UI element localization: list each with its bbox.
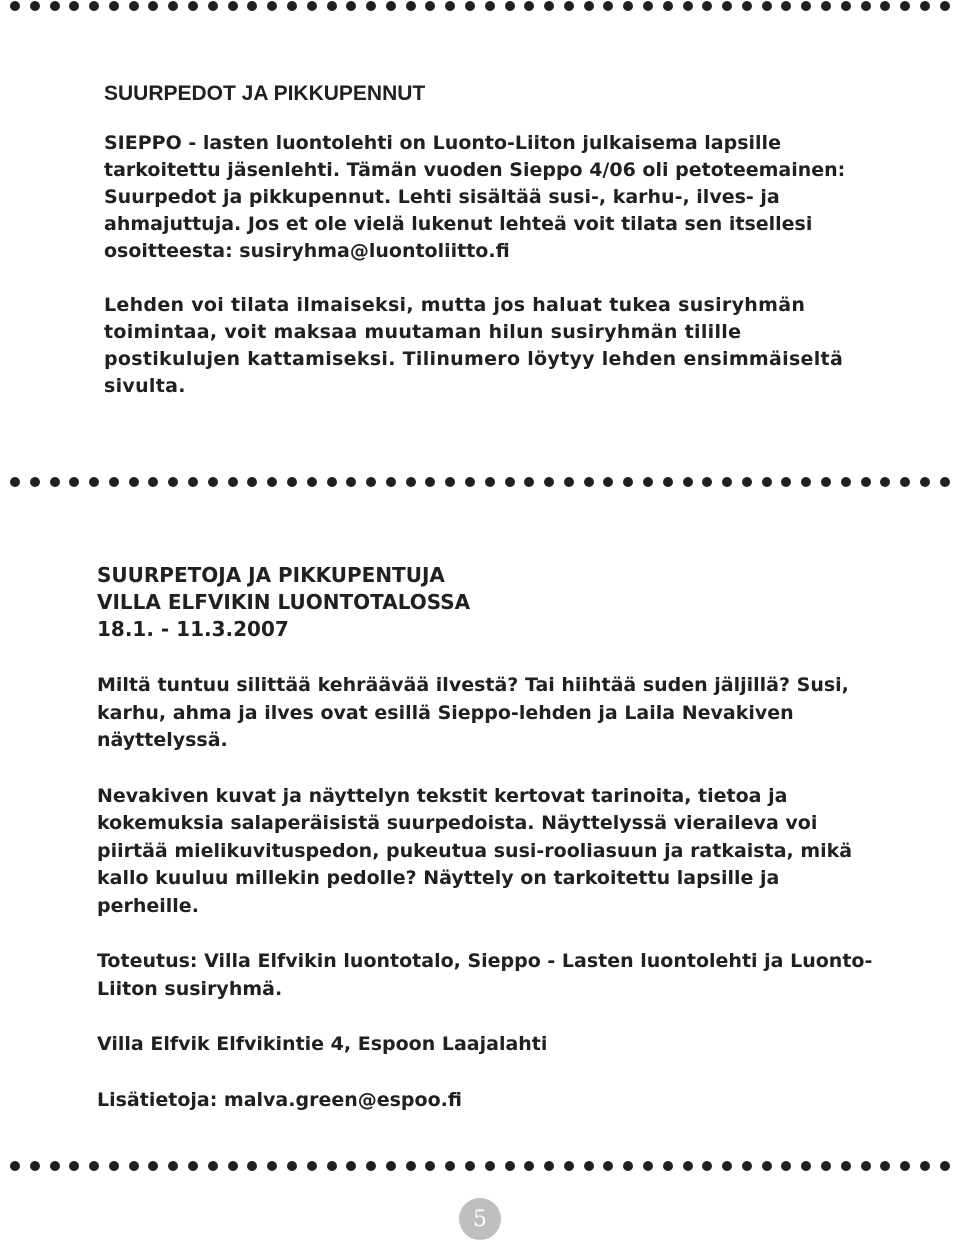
divider-dot [623, 477, 633, 487]
divider-dot [109, 477, 119, 487]
divider-dot [425, 1, 435, 11]
divider-dot [10, 477, 20, 487]
divider-dot [129, 1, 139, 11]
divider-dot [821, 1, 831, 11]
divider-dot [89, 477, 99, 487]
divider-dot [841, 477, 851, 487]
paragraph-contact: Lisätietoja: malva.green@espoo.fi [97, 1088, 462, 1111]
divider-dot [663, 1, 673, 11]
divider-dot [406, 1, 416, 11]
paragraph-exhibition-intro: Miltä tuntuu silittää kehräävää ilvestä? Tai hiihtää suden jäljillä? Susi, karhu, ahma ja ilves ovat esillä Sieppo-lehden ja Laila Nevakiven näyttelyssä. [97, 674, 849, 751]
divider-dot [445, 1, 455, 11]
divider-dot [505, 477, 515, 487]
divider-dot [386, 477, 396, 487]
divider-dot [841, 1161, 851, 1171]
divider-dot [109, 1, 119, 11]
divider-dot [900, 1161, 910, 1171]
divider-dot [524, 477, 534, 487]
divider-dot [940, 1161, 950, 1171]
divider-dot [485, 477, 495, 487]
divider-dot [762, 477, 772, 487]
divider-dot [129, 1161, 139, 1171]
divider-dot [30, 1161, 40, 1171]
divider-dot [69, 477, 79, 487]
divider-dot [267, 1, 277, 11]
divider-dot [129, 477, 139, 487]
paragraph-organizers: Toteutus: Villa Elfvikin luontotalo, Sieppo - Lasten luontolehti ja Luonto-Liiton susiryhmä. [97, 950, 873, 1000]
divider-dot [861, 1161, 871, 1171]
divider-dot [366, 1, 376, 11]
divider-dot [228, 1161, 238, 1171]
divider-dot [465, 1161, 475, 1171]
divider-dot [940, 477, 950, 487]
divider-dot [50, 477, 60, 487]
divider-dot [781, 477, 791, 487]
divider-dot [168, 1161, 178, 1171]
divider-dot [564, 477, 574, 487]
divider-dot [188, 1, 198, 11]
divider-dot [406, 477, 416, 487]
divider-dot [762, 1, 772, 11]
divider-dot [386, 1, 396, 11]
divider-dot [544, 1, 554, 11]
divider-dot [544, 477, 554, 487]
divider-dot [69, 1161, 79, 1171]
divider-dot [623, 1161, 633, 1171]
divider-dot [168, 477, 178, 487]
divider-dot [307, 477, 317, 487]
divider-dot [920, 1, 930, 11]
divider-dot [722, 1, 732, 11]
divider-dot [247, 1161, 257, 1171]
divider-dot [10, 1161, 20, 1171]
divider-dot [524, 1, 534, 11]
divider-dot [445, 1161, 455, 1171]
divider-dot [584, 477, 594, 487]
divider-dot [623, 1, 633, 11]
divider-dot [603, 1, 613, 11]
divider-dot [702, 477, 712, 487]
dot-divider-top [10, 0, 950, 12]
divider-dot [188, 477, 198, 487]
divider-dot [564, 1161, 574, 1171]
exhibition-dates: 18.1. - 11.3.2007 [97, 617, 289, 641]
divider-dot [30, 1, 40, 11]
divider-dot [781, 1161, 791, 1171]
divider-dot [148, 477, 158, 487]
divider-dot [386, 1161, 396, 1171]
divider-dot [861, 477, 871, 487]
divider-dot [366, 1161, 376, 1171]
divider-dot [900, 477, 910, 487]
divider-dot [485, 1, 495, 11]
divider-dot [742, 1, 752, 11]
divider-dot [208, 477, 218, 487]
divider-dot [425, 477, 435, 487]
exhibition-title: SUURPETOJA JA PIKKUPENTUJA [97, 563, 445, 587]
divider-dot [603, 477, 613, 487]
divider-dot [50, 1, 60, 11]
dot-divider-bottom [10, 1160, 950, 1172]
divider-dot [940, 1, 950, 11]
divider-dot [742, 1161, 752, 1171]
divider-dot [762, 1161, 772, 1171]
paragraph-exhibition-description: Nevakiven kuvat ja näyttelyn tekstit kertovat tarinoita, tietoa ja kokemuksia salaperäisistä suurpedoista. Näyttelyssä vieraileva voi piirtää mielikuvituspedon, pukeutua susi-rooliasuun ja ratkaista, mikä kallo kuuluu millekin pedolle? Näyttely on tarkoitettu lapsille ja perheille. [97, 784, 853, 917]
divider-dot [683, 477, 693, 487]
divider-dot [683, 1, 693, 11]
divider-dot [247, 477, 257, 487]
paragraph-address: Villa Elfvik Elfvikintie 4, Espoon Laajalahti [97, 1033, 548, 1055]
divider-dot [465, 1, 475, 11]
divider-dot [109, 1161, 119, 1171]
divider-dot [327, 477, 337, 487]
divider-dot [663, 477, 673, 487]
divider-dot [406, 1161, 416, 1171]
divider-dot [148, 1, 158, 11]
dot-divider-middle [10, 476, 950, 488]
divider-dot [643, 477, 653, 487]
divider-dot [228, 1, 238, 11]
divider-dot [801, 1, 811, 11]
exhibition-heading [97, 562, 887, 643]
divider-dot [880, 1161, 890, 1171]
divider-dot [742, 477, 752, 487]
page-number-badge: 5 [459, 1198, 501, 1240]
divider-dot [821, 1161, 831, 1171]
divider-dot [425, 1161, 435, 1171]
divider-dot [584, 1161, 594, 1171]
divider-dot [307, 1161, 317, 1171]
divider-dot [702, 1161, 712, 1171]
divider-dot [722, 477, 732, 487]
divider-dot [584, 1, 594, 11]
divider-dot [465, 477, 475, 487]
divider-dot [148, 1161, 158, 1171]
divider-dot [445, 477, 455, 487]
divider-dot [900, 1, 910, 11]
divider-dot [188, 1161, 198, 1171]
divider-dot [505, 1161, 515, 1171]
section-magazine [104, 80, 864, 400]
divider-dot [346, 1161, 356, 1171]
divider-dot [821, 477, 831, 487]
divider-dot [801, 477, 811, 487]
divider-dot [327, 1161, 337, 1171]
divider-dot [287, 477, 297, 487]
divider-dot [208, 1, 218, 11]
divider-dot [287, 1161, 297, 1171]
divider-dot [663, 1161, 673, 1171]
divider-dot [287, 1, 297, 11]
paragraph-magazine-intro: SIEPPO - lasten luontolehti on Luonto-Liiton julkaisema lapsille tarkoitettu jäsenlehti. Tämän vuoden Sieppo 4/06 oli petoteemainen: Suurpedot ja pikkupennut. Lehti sisältää susi-, karhu-, ilves- ja ahmajuttuja. Jos et ole vielä lukenut lehteä voit tilata sen itsellesi osoitteesta: susiryhma@luontoliitto.fi [104, 132, 846, 262]
divider-dot [168, 1, 178, 11]
divider-dot [89, 1161, 99, 1171]
divider-dot [880, 1, 890, 11]
divider-dot [524, 1161, 534, 1171]
divider-dot [722, 1161, 732, 1171]
divider-dot [366, 477, 376, 487]
divider-dot [880, 477, 890, 487]
divider-dot [643, 1161, 653, 1171]
divider-dot [89, 1, 99, 11]
exhibition-venue: VILLA ELFVIKIN LUONTOTALOSSA [97, 590, 471, 614]
divider-dot [702, 1, 712, 11]
divider-dot [10, 1, 20, 11]
section-title: SUURPEDOT JA PIKKUPENNUT [104, 82, 426, 105]
divider-dot [267, 477, 277, 487]
divider-dot [307, 1, 317, 11]
divider-dot [920, 1161, 930, 1171]
section-exhibition [97, 562, 887, 1142]
divider-dot [30, 477, 40, 487]
divider-dot [801, 1161, 811, 1171]
divider-dot [861, 1, 871, 11]
divider-dot [346, 1, 356, 11]
divider-dot [643, 1, 653, 11]
divider-dot [228, 477, 238, 487]
divider-dot [247, 1, 257, 11]
divider-dot [327, 1, 337, 11]
divider-dot [683, 1161, 693, 1171]
divider-dot [920, 477, 930, 487]
divider-dot [781, 1, 791, 11]
paragraph-subscription: Lehden voi tilata ilmaiseksi, mutta jos haluat tukea susiryhmän toimintaa, voit maksaa muutaman hilun susiryhmän tilille postikulujen kattamiseksi. Tilinumero löytyy lehden ensimmäiseltä sivulta. [104, 294, 844, 397]
divider-dot [267, 1161, 277, 1171]
divider-dot [208, 1161, 218, 1171]
divider-dot [544, 1161, 554, 1171]
divider-dot [50, 1161, 60, 1171]
divider-dot [603, 1161, 613, 1171]
divider-dot [485, 1161, 495, 1171]
divider-dot [69, 1, 79, 11]
divider-dot [346, 477, 356, 487]
divider-dot [564, 1, 574, 11]
divider-dot [505, 1, 515, 11]
divider-dot [841, 1, 851, 11]
